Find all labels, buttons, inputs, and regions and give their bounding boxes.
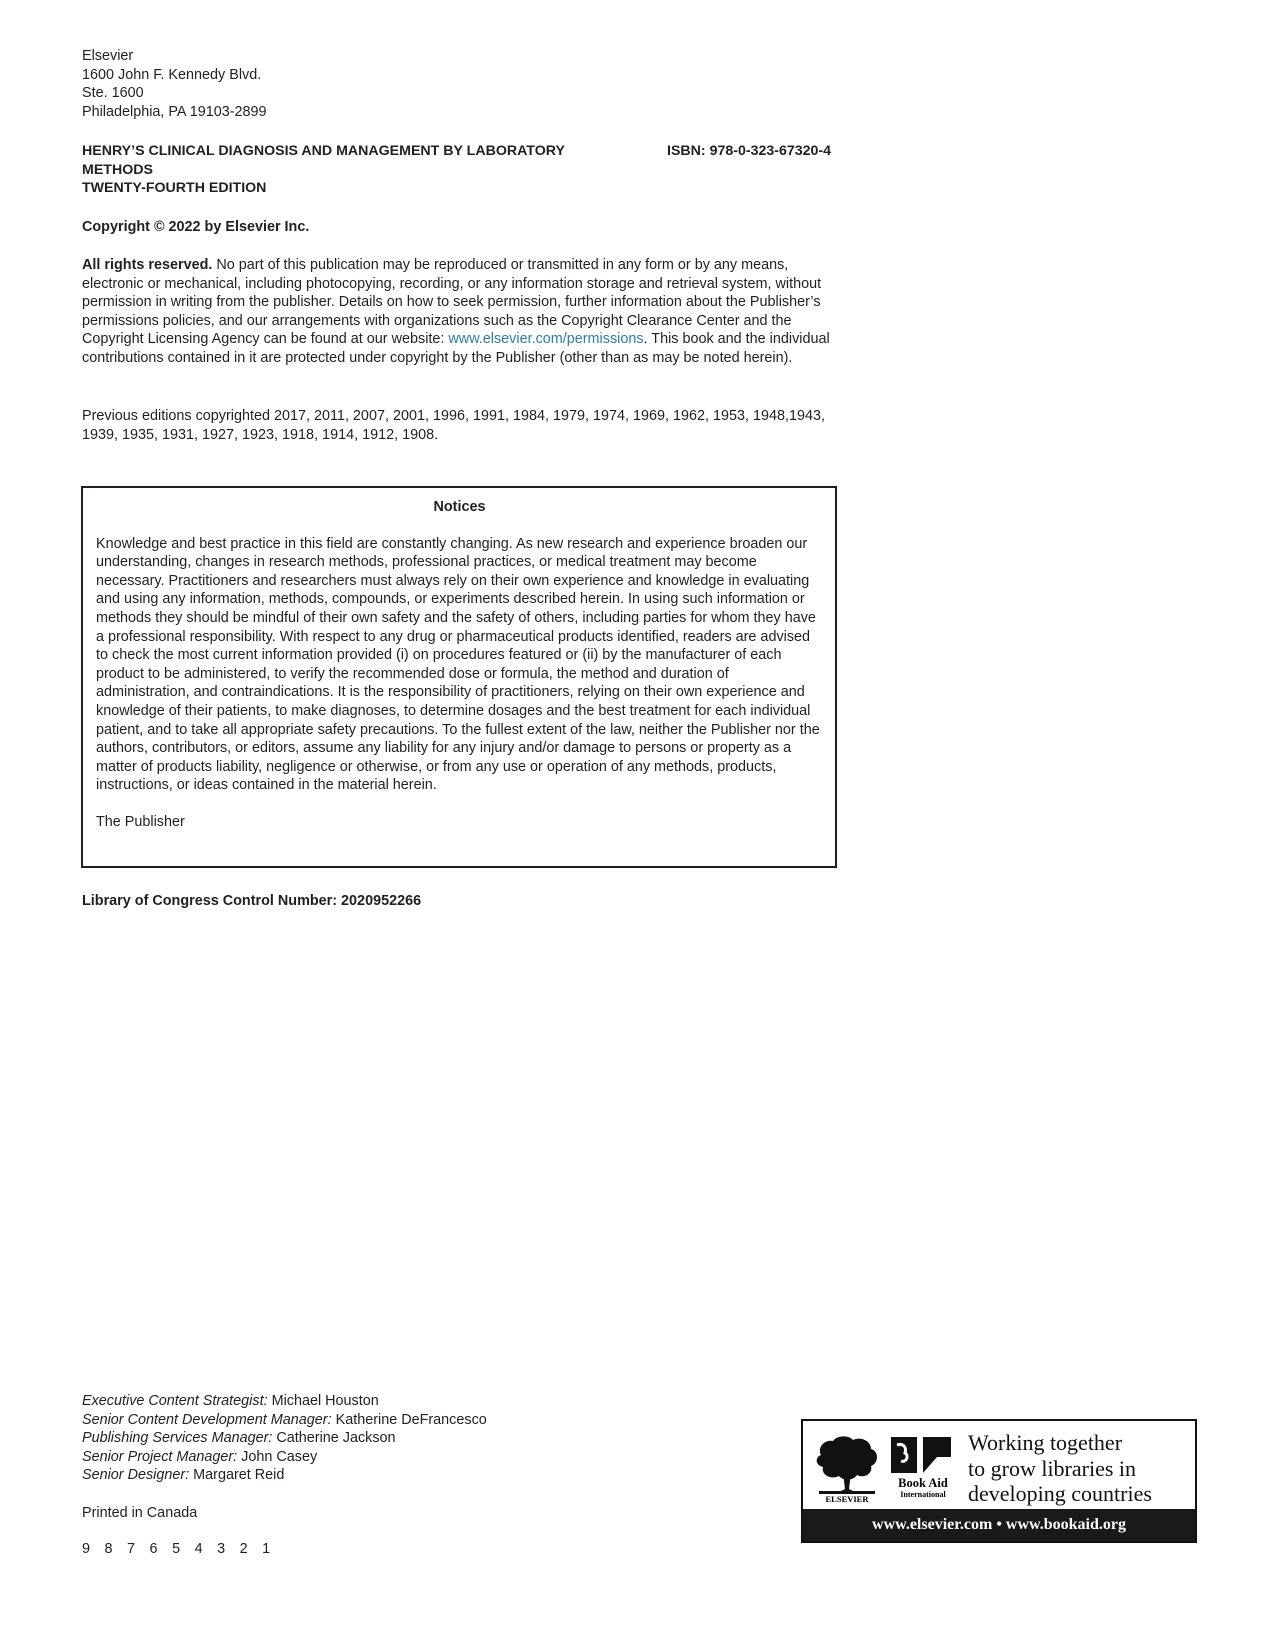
print-number: 9 [82,1541,92,1557]
credit-role: Senior Content Development Manager: [82,1411,332,1428]
notices-box [81,486,837,868]
print-number: 5 [172,1541,182,1557]
book-aid-banner [801,1419,1197,1543]
rights-text: No part of this publication may be reproduced or transmitted in any form or by any means, electronic or mechanical, including photocopying, recording, or any information storage and retrieval system, without permission in writing from the publisher. Details on how to seek permission, further information about the Publisher’s permissions policies, and our arrangements with organizations such as the Copyright Clearance Center and the Copyright Licensing Agency can be found at our website: [82,257,822,348]
credit-role: Senior Designer: [82,1467,190,1484]
banner-top [803,1421,1195,1509]
notices-body: Knowledge and best practice in this field are constantly changing. As new research and experience broaden our understanding, changes in research methods, professional practices, or medical treatment may become necessary. Practitioners and researchers must always rely on their own experience and knowledge in evaluating and using any information, methods, compounds, or experiments described herein. In using such information or methods they should be mindful of their own safety and the safety of others, including parties for whom they have a professional responsibility. With respect to any drug or pharmaceutical products identified, readers are advised to check the most current information provided (i) on procedures featured or (ii) by the manufacturer of each product to be administered, to verify the recommended dose or formula, the method and duration of administration, and contraindications. It is the responsibility of practitioners, relying on their own experience and knowledge of their patients, to make diagnoses, to determine dosages and the best treatment for each individual patient, and to take all appropriate safety precautions. To the fullest extent of the law, neither the Publisher nor the authors, contributors, or editors, assume any liability for any injury and/or damage to persons or property as a matter of products liability, negligence or otherwise, or from any use or operation of any methods, products, instructions, or ideas contained in the material herein. [96,535,820,794]
address-line: Philadelphia, PA 19103-2899 [82,103,267,120]
slogan-line: Working together [968,1430,1123,1455]
credit-line [82,1392,487,1411]
print-number: 2 [239,1541,249,1557]
book-aid-logo-icon [887,1433,959,1503]
print-line [82,1540,285,1559]
credit-name: John Casey [237,1448,318,1465]
book-title-line: METHODS [82,161,153,178]
previous-editions: Previous editions copyrighted 2017, 2011, 2007, 2001, 1996, 1991, 1984, 1979, 1974, 1969, 1962, 1953, 1948,1943, 1939, 1935, 1931, 1927, 1923, 1918, 1914, 1912, 1908. [82,408,826,443]
printed-in: Printed in Canada [82,1505,198,1521]
copyright-notice: Copyright © 2022 by Elsevier Inc. [82,219,310,235]
credit-line [82,1411,487,1430]
bookaid-logo-text: Book Aid [898,1476,948,1490]
slogan-line: to grow libraries in [968,1455,1137,1481]
address-line: Ste. 1600 [82,85,144,102]
credit-line [82,1429,487,1448]
credit-name: Catherine Jackson [272,1430,396,1447]
print-number: 7 [127,1541,137,1557]
lccn: Library of Congress Control Number: 2020952266 [82,893,422,909]
credit-line [82,1448,487,1467]
print-number: 8 [104,1541,114,1557]
print-number: 6 [149,1541,159,1557]
bookaid-logo-subtext: International [900,1490,946,1499]
notices-title: Notices [433,499,486,515]
book-title [82,142,622,198]
slogan-line: developing countries [968,1481,1152,1506]
credit-name: Katherine DeFrancesco [331,1411,487,1428]
credit-role: Executive Content Strategist: [82,1393,268,1409]
print-number: 4 [194,1541,204,1557]
address-line: Elsevier [82,48,134,64]
elsevier-tree-logo-icon [813,1433,881,1503]
publisher-address [82,47,267,121]
credits-list [82,1392,487,1485]
credit-line [82,1466,487,1485]
book-edition: TWENTY-FOURTH EDITION [82,180,267,197]
credit-role: Senior Project Manager: [82,1448,238,1465]
book-title-line: HENRY’S CLINICAL DIAGNOSIS AND MANAGEMENT BY LABORATORY [82,143,565,159]
credit-role: Publishing Services Manager: [82,1430,273,1447]
permissions-link[interactable]: www.elsevier.com/permissions [448,331,644,348]
notices-signature: The Publisher [96,813,185,830]
credit-name: Michael Houston [267,1393,379,1409]
isbn: ISBN: 978-0-323-67320-4 [667,143,832,159]
rights-text-continued: . This book and the individual contributions contained in it are protected under copyright by the Publisher (other than as may be noted herein). [82,331,830,366]
print-number: 1 [262,1541,272,1557]
banner-urls: www.elsevier.com • www.bookaid.org [803,1509,1195,1541]
rights-lead: All rights reserved. [82,257,213,273]
print-number: 3 [217,1541,227,1557]
banner-slogan [968,1430,1193,1507]
rights-paragraph [82,256,834,368]
address-line: 1600 John F. Kennedy Blvd. [82,66,262,83]
credit-name: Margaret Reid [189,1467,285,1484]
elsevier-logo-text: ELSEVIER [825,1494,869,1503]
